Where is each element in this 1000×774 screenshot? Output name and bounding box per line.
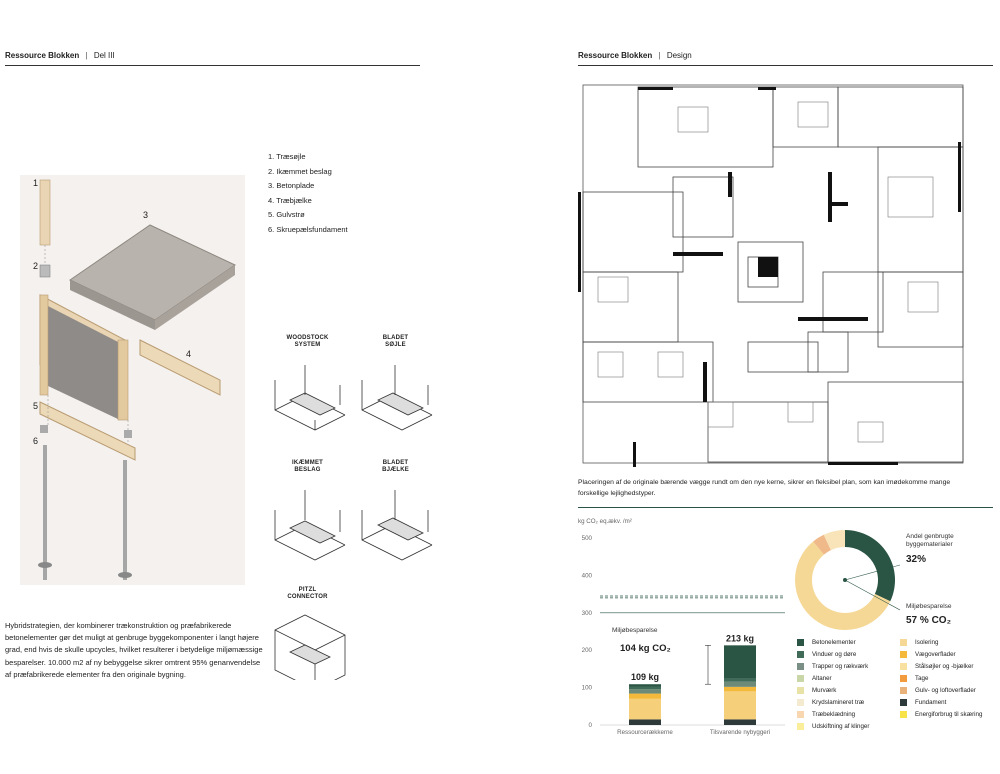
legend-swatch	[797, 687, 804, 694]
savings-annotation-label: Miljøbesparelse	[612, 627, 658, 634]
plan-caption: Placeringen af de originale bærende vægge rundt om den nye kerne, sikrer en fleksibel plan, som kan imødekomme mange forskellige lejlighedstyper.	[578, 479, 951, 497]
bar-segment	[724, 687, 756, 691]
legend-label: Tage	[915, 674, 929, 682]
legend-label: Vægoverflader	[915, 650, 956, 658]
connector-label-bladet-bjaelke: BLADET BJÆLKE	[382, 460, 409, 473]
header-section: Del III	[93, 51, 115, 60]
connector-label-ikaemmet: IKÆMMET BESLAG	[291, 460, 324, 473]
part-number-5: 5	[33, 401, 39, 411]
y-tick-label: 0	[588, 722, 592, 729]
part-number-2: 2	[33, 261, 39, 271]
parts-list-item: 2. Ikæmmet beslag	[268, 166, 332, 176]
parts-list-item: 1. Træsøjle	[268, 152, 306, 161]
legend-swatch	[900, 711, 907, 718]
bar-segment	[724, 719, 756, 725]
part-number-1: 1	[33, 178, 39, 188]
legend-label: Energiforbrug til skæring	[915, 710, 983, 718]
chart-legend	[797, 636, 997, 732]
part-number-4: 4	[186, 349, 192, 359]
legend-item	[797, 660, 900, 672]
connector-label-woodstock: WOODSTOCK SYSTEM	[286, 335, 329, 348]
donut-value-recycled: 32%	[906, 554, 927, 565]
legend-swatch	[797, 663, 804, 670]
header-divider	[578, 65, 993, 66]
legend-label: Isolering	[915, 638, 939, 646]
legend-swatch	[797, 651, 804, 658]
part-number-3: 3	[143, 210, 149, 220]
header-divider	[5, 65, 420, 66]
parts-list-item: 6. Skruepælsfundament	[268, 224, 348, 234]
stacked-bar-chart	[570, 530, 790, 745]
donut-chart	[790, 525, 900, 635]
legend-item	[900, 648, 997, 660]
legend-label: Fundament	[915, 698, 947, 706]
donut-label-recycled: Andel genbrugte byggematerialer	[906, 533, 954, 548]
legend-item	[797, 672, 900, 684]
legend-label: Udskiftning af klinger	[812, 722, 870, 730]
donut-slice	[845, 530, 895, 601]
header-section: Design	[666, 51, 692, 60]
bar-total-label: 109 kg	[630, 672, 660, 683]
legend-item	[900, 672, 997, 684]
left-page-header: Ressource Blokken | Del III	[5, 51, 115, 60]
legend-label: Betonelementer	[812, 638, 856, 646]
legend-swatch	[900, 675, 907, 682]
legend-item	[797, 648, 900, 660]
legend-swatch	[797, 675, 804, 682]
legend-item	[797, 684, 900, 696]
legend-label: Altaner	[812, 674, 832, 682]
bar-segment	[629, 694, 661, 699]
header-title: Ressource Blokken	[5, 51, 80, 60]
legend-label: Vinduer og døre	[812, 650, 857, 658]
legend-label: Træbeklædning	[812, 710, 856, 718]
legend-swatch	[797, 723, 804, 730]
bar-segment	[629, 686, 661, 689]
y-tick-label: 300	[581, 609, 592, 617]
bar-total-label: 213 kg	[725, 633, 755, 644]
y-tick-label: 400	[581, 572, 592, 580]
legend-swatch	[797, 699, 804, 706]
connector-label-bladet-sojle: BLADET SØJLE	[382, 335, 409, 348]
legend-label: Gulv- og loftoverflader	[915, 686, 976, 694]
x-category-label: Tilsvarende nybyggeri	[709, 729, 771, 736]
legend-swatch	[900, 699, 907, 706]
bar-segment	[724, 691, 756, 719]
bar-segment	[724, 645, 756, 678]
bar-segment	[724, 682, 756, 687]
legend-label: Stålsøjler og -bjælker	[915, 662, 974, 670]
donut-label-savings: Miljøbesparelse	[906, 603, 952, 610]
legend-item	[900, 660, 997, 672]
legend-label: Murværk	[812, 686, 837, 694]
legend-swatch	[797, 711, 804, 718]
legend-label: Krydslamineret træ	[812, 698, 865, 706]
bar-segment	[629, 689, 661, 693]
parts-list-item: 4. Træbjælke	[268, 195, 312, 205]
x-category-label: Ressourcerækkerne	[617, 729, 673, 736]
legend-item	[900, 636, 997, 648]
part-number-6: 6	[33, 436, 39, 446]
y-tick-label: 200	[581, 647, 592, 655]
donut-value-savings: 57 % CO₂	[906, 615, 952, 626]
connector-drawings	[270, 360, 440, 680]
legend-swatch	[900, 651, 907, 658]
exploded-structure-illustration	[20, 170, 250, 590]
legend-item	[797, 696, 900, 708]
legend-swatch	[900, 687, 907, 694]
legend-item	[797, 708, 900, 720]
legend-label: Trapper og rækværk	[812, 662, 869, 670]
y-axis-label: kg CO₂ eq.ækv. /m²	[578, 518, 632, 525]
parts-list	[268, 150, 348, 237]
bar-segment	[629, 684, 661, 686]
legend-swatch	[797, 639, 804, 646]
right-page-header: Ressource Blokken | Design	[578, 51, 692, 60]
y-tick-label: 100	[581, 684, 592, 692]
legend-item	[900, 708, 997, 720]
floor-plan-drawing	[578, 82, 968, 467]
y-tick-label: 500	[581, 535, 592, 542]
legend-item	[900, 684, 997, 696]
legend-swatch	[900, 639, 907, 646]
body-paragraph: Hybridstrategien, der kombinerer trækonstruktion og præfabrikerede betonelementer gør det muligt at genbruge byggekomponenter i langt højere grad, end hvis de skulle upcycles, hvilket resulterer i betydelige miljømæssige besparelser. 10.000 m2 af ny bebyggelse sikrer omtrent 95% genanvendelse af præfabrikerede elementer fra den originale bygning.	[5, 621, 263, 679]
bar-segment	[629, 699, 661, 720]
header-title: Ressource Blokken	[578, 51, 653, 60]
legend-swatch	[900, 663, 907, 670]
parts-list-item: 5. Gulvstrø	[268, 210, 305, 219]
bar-segment	[724, 679, 756, 682]
connector-label-pitzl: PITZL CONNECTOR	[287, 587, 328, 600]
bar-segment	[629, 719, 661, 725]
savings-annotation-value: 104 kg CO₂	[620, 643, 671, 654]
legend-item	[797, 636, 900, 648]
chart-divider	[578, 507, 993, 508]
legend-item	[900, 696, 997, 708]
legend-item	[797, 720, 900, 732]
parts-list-item: 3. Betonplade	[268, 181, 315, 190]
